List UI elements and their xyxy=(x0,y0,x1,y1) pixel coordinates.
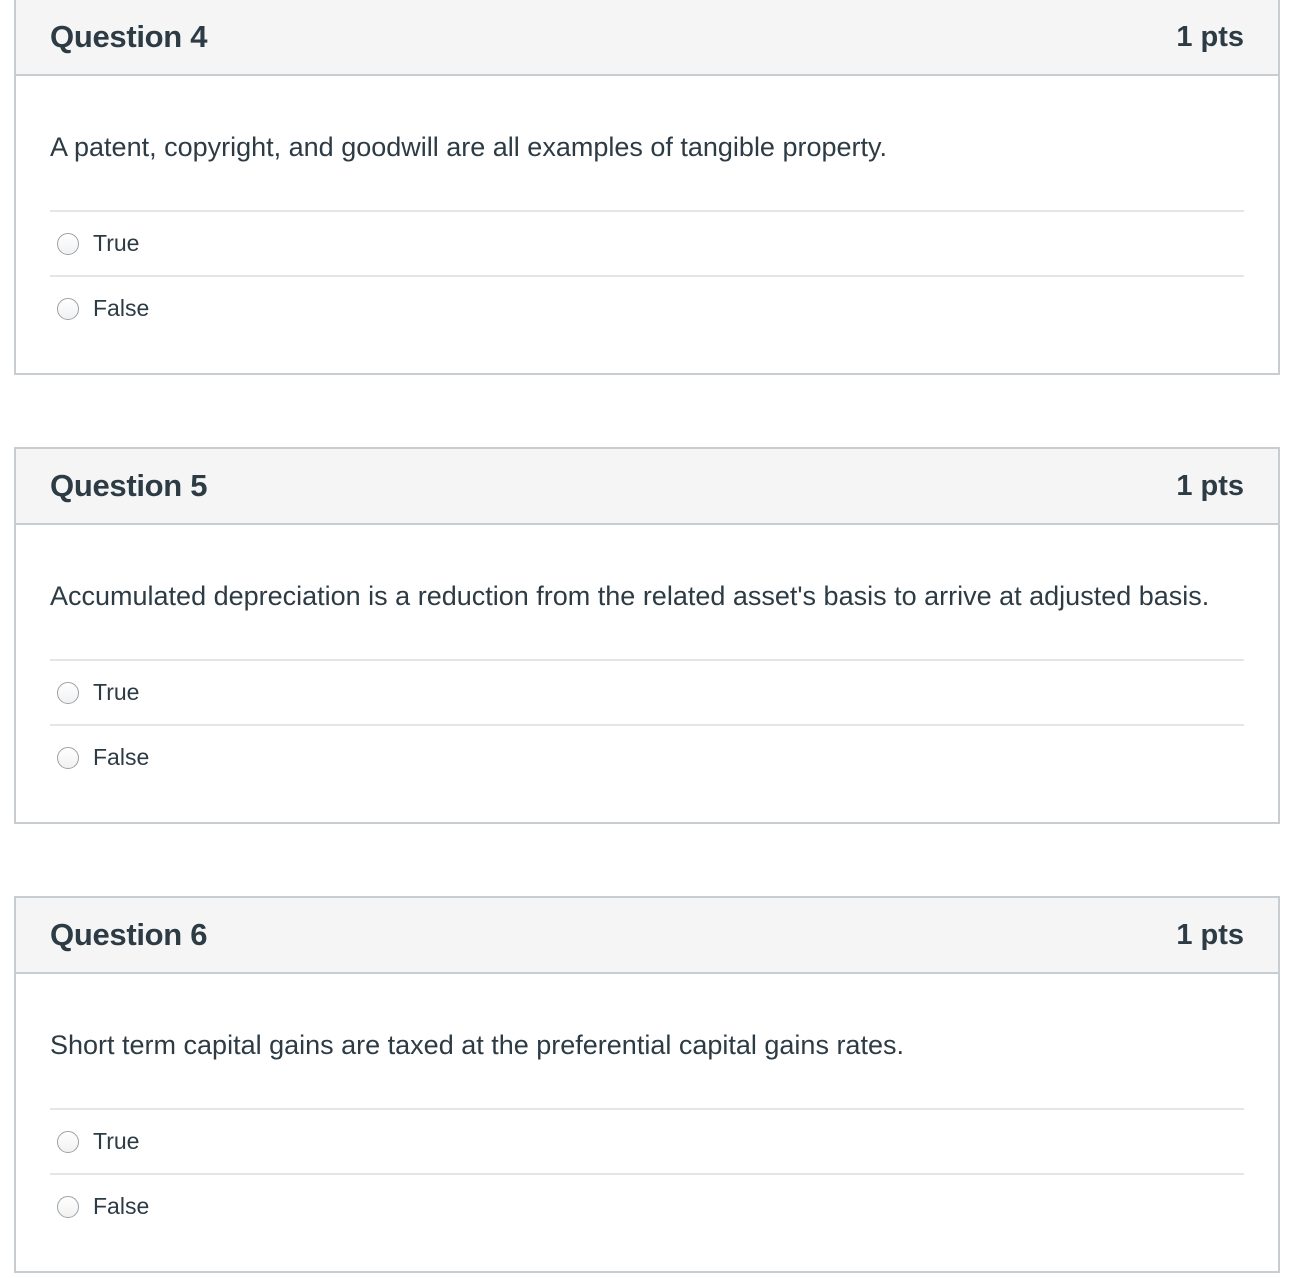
answer-list xyxy=(50,1108,1244,1238)
answer-list xyxy=(50,210,1244,340)
answer-false[interactable] xyxy=(50,277,1244,340)
radio-unselected-icon[interactable] xyxy=(57,1131,79,1153)
question-title: Question 5 xyxy=(50,468,208,503)
answer-label: False xyxy=(93,1193,150,1219)
question-body xyxy=(16,974,1278,1238)
question-header xyxy=(16,449,1278,525)
radio-unselected-icon[interactable] xyxy=(57,233,79,255)
question-body xyxy=(16,525,1278,789)
radio-unselected-icon[interactable] xyxy=(57,747,79,769)
answer-true[interactable] xyxy=(50,1110,1244,1175)
question-points: 1 pts xyxy=(1176,918,1244,951)
answer-label: True xyxy=(93,230,140,256)
answer-label: True xyxy=(93,1128,140,1154)
question-text: Short term capital gains are taxed at the preferential capital gains rates. xyxy=(50,1030,904,1060)
answer-label: False xyxy=(93,744,150,770)
answer-label: True xyxy=(93,679,140,705)
answer-label: False xyxy=(93,295,150,321)
radio-unselected-icon[interactable] xyxy=(57,682,79,704)
question-points: 1 pts xyxy=(1176,469,1244,502)
question-header xyxy=(16,0,1278,76)
question-5 xyxy=(14,447,1280,824)
radio-unselected-icon[interactable] xyxy=(57,1196,79,1218)
question-header xyxy=(16,898,1278,974)
answer-true[interactable] xyxy=(50,212,1244,277)
question-4 xyxy=(14,0,1280,375)
question-title: Question 4 xyxy=(50,19,208,54)
radio-unselected-icon[interactable] xyxy=(57,298,79,320)
question-6 xyxy=(14,896,1280,1273)
question-text: A patent, copyright, and goodwill are all examples of tangible property. xyxy=(50,132,887,162)
question-text: Accumulated depreciation is a reduction from the related asset's basis to arrive at adjusted basis. xyxy=(50,581,1210,611)
question-title: Question 6 xyxy=(50,917,208,952)
answer-false[interactable] xyxy=(50,726,1244,789)
question-points: 1 pts xyxy=(1176,20,1244,53)
answer-true[interactable] xyxy=(50,661,1244,726)
answer-list xyxy=(50,659,1244,789)
answer-false[interactable] xyxy=(50,1175,1244,1238)
question-body xyxy=(16,76,1278,340)
